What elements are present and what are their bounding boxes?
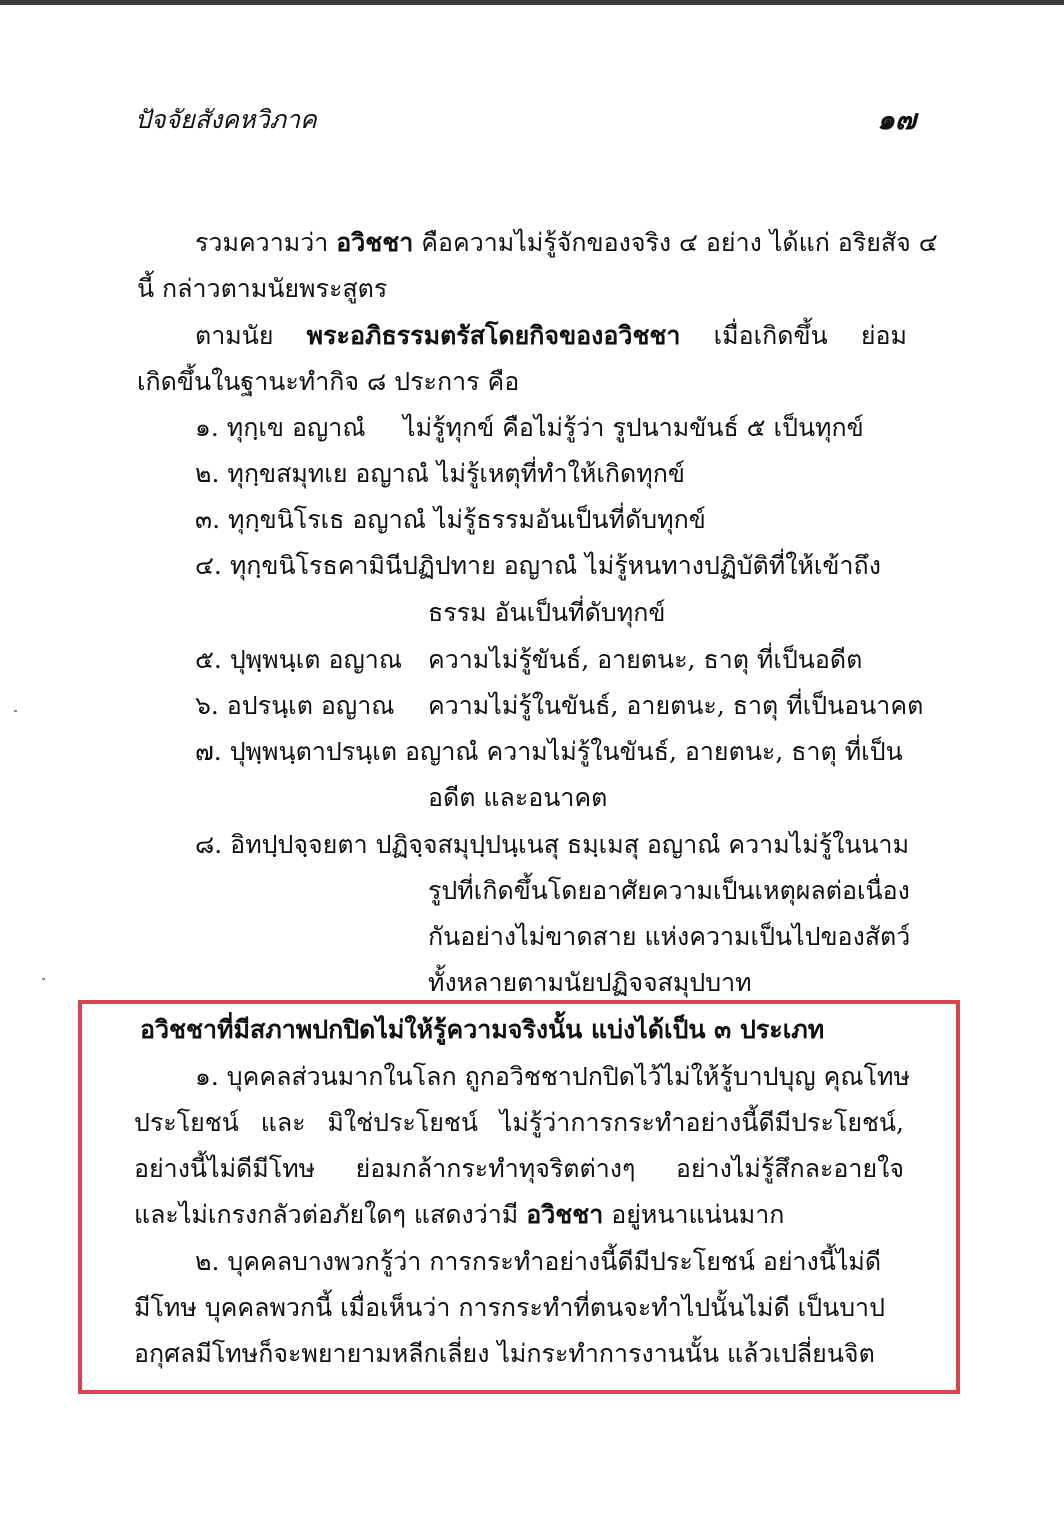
boxed-heading: อวิชชาที่มีสภาพปกปิดไม่ให้รู้ความจริงนั้น แบ่งได้เป็น ๓ ประเภท — [140, 1015, 825, 1044]
scan-speck — [14, 710, 17, 712]
list-item-4: ๔. ทุกฺขนิโรธคามินีปฏิปทาย อญาณํ ไม่รู้หนทางปฏิบัติที่ให้เข้าถึง — [195, 551, 881, 580]
list-item-8-continuation-2: กันอย่างไม่ขาดสาย แห่งความเป็นไปของสัตว์ — [428, 922, 911, 951]
text-run: และไม่เกรงกลัวต่อภัยใดๆ แสดงว่ามี — [134, 1200, 527, 1229]
top-border — [0, 0, 1064, 5]
list-item-8-continuation-1: รูปที่เกิดขึ้นโดยอาศัยความเป็นเหตุผลต่อเนื่อง — [428, 876, 910, 905]
text-run: อย่างไม่รู้สึกละอายใจ — [675, 1154, 904, 1183]
list-item-1-description: ไม่รู้ทุกข์ คือไม่รู้ว่า รูปนามขันธ์ ๕ เป็นทุกข์ — [403, 413, 864, 442]
boxed-paragraph-1-line-2 — [134, 1108, 904, 1138]
text-run: ย่อมกล้ากระทำทุจริตต่างๆ — [355, 1154, 636, 1183]
list-item-2: ๒. ทุกฺขสมุทเย อญาณํ ไม่รู้เหตุที่ทำให้เกิดทุกข์ — [195, 459, 685, 488]
text-run: ตามนัย — [195, 321, 274, 350]
list-item-3: ๓. ทุกฺขนิโรเธ อญาณํ ไม่รู้ธรรมอันเป็นที่ดับทุกข์ — [195, 505, 706, 534]
list-item-6-term: ๖. อปรนฺเต อญาณ — [195, 691, 395, 720]
list-item-4-continuation: ธรรม อันเป็นที่ดับทุกข์ — [428, 598, 666, 627]
list-item-8: ๘. อิทปฺปจฺจยตา ปฏิจฺจสมุปฺปนฺเนสุ ธมฺเมสุ อญาณํ ความไม่รู้ในนาม — [195, 830, 910, 859]
list-item-5-term: ๕. ปุพฺพนฺเต อญาณ — [195, 645, 403, 674]
text-run: อยู่หนาแน่นมาก — [603, 1200, 785, 1229]
text-run: มิใช่ประโยชน์ — [327, 1108, 478, 1137]
text-run: อย่างนี้ไม่ดีมีโทษ — [134, 1154, 316, 1183]
running-header-title: ปัจจัยสังคหวิภาค — [135, 105, 317, 134]
boxed-paragraph-2-line-3: อกุศลมีโทษก็จะพยายามหลีกเลี่ยง ไม่กระทำการงานนั้น แล้วเปลี่ยนจิต — [134, 1339, 875, 1368]
boxed-paragraph-1-line-1: ๑. บุคคลส่วนมากในโลก ถูกอวิชชาปกปิดไว้ไม่ให้รู้บาปบุญ คุณโทษ — [195, 1062, 910, 1091]
boxed-paragraph-2-line-2: มีโทษ บุคคลพวกนี้ เมื่อเห็นว่า การกระทำที่ตนจะทำไปนั้นไม่ดี เป็นบาป — [134, 1293, 885, 1322]
list-item-1-term: ๑. ทุกฺเข อญาณํ — [195, 413, 366, 442]
page-number: ๑๗ — [877, 103, 916, 136]
intro-paragraph-1-line-2: นี้ กล่าวตามนัยพระสูตร — [137, 274, 388, 303]
bold-phrase: พระอภิธรรมตรัสโดยกิจของอวิชชา — [306, 321, 681, 350]
list-item-5-description: ความไม่รู้ขันธ์, อายตนะ, ธาตุ ที่เป็นอดีต — [428, 645, 863, 674]
scan-speck — [42, 978, 45, 980]
text-run: ย่อม — [860, 321, 907, 350]
text-run: รวมความว่า — [195, 228, 337, 257]
boxed-paragraph-1-line-4 — [134, 1200, 784, 1230]
list-item-7-continuation: อดีต และอนาคต — [428, 783, 608, 812]
text-run: ไม่รู้ว่าการกระทำอย่างนี้ดีมีประโยชน์, — [499, 1108, 904, 1137]
text-run: คือความไม่รู้จักของจริง ๔ อย่าง ได้แก่ อริยสัจ ๔ — [413, 228, 938, 257]
intro-paragraph-1-line-1 — [195, 228, 938, 258]
text-run: ประโยชน์ — [134, 1108, 239, 1137]
text-run: เมื่อเกิดขึ้น — [713, 321, 828, 350]
boxed-paragraph-2-line-1: ๒. บุคคลบางพวกรู้ว่า การกระทำอย่างนี้ดีมีประโยชน์ อย่างนี้ไม่ดี — [195, 1247, 882, 1276]
boxed-paragraph-1-line-3 — [134, 1154, 904, 1184]
list-item-7: ๗. ปุพฺพนฺตาปรนฺเต อญาณํ ความไม่รู้ในขันธ์, อายตนะ, ธาตุ ที่เป็น — [195, 737, 903, 766]
intro-paragraph-2-line-1 — [195, 321, 907, 351]
text-run: และ — [260, 1108, 306, 1137]
list-item-8-continuation-3: ทั้งหลายตามนัยปฏิจจสมุปบาท — [428, 968, 752, 997]
list-item-6-description: ความไม่รู้ในขันธ์, อายตนะ, ธาตุ ที่เป็นอนาคต — [428, 691, 924, 720]
bold-term-avijja: อวิชชา — [526, 1200, 604, 1229]
bold-term-avijja: อวิชชา — [336, 228, 414, 257]
intro-paragraph-2-line-2: เกิดขึ้นในฐานะทำกิจ ๘ ประการ คือ — [137, 367, 520, 396]
highlight-box — [78, 1000, 960, 1394]
